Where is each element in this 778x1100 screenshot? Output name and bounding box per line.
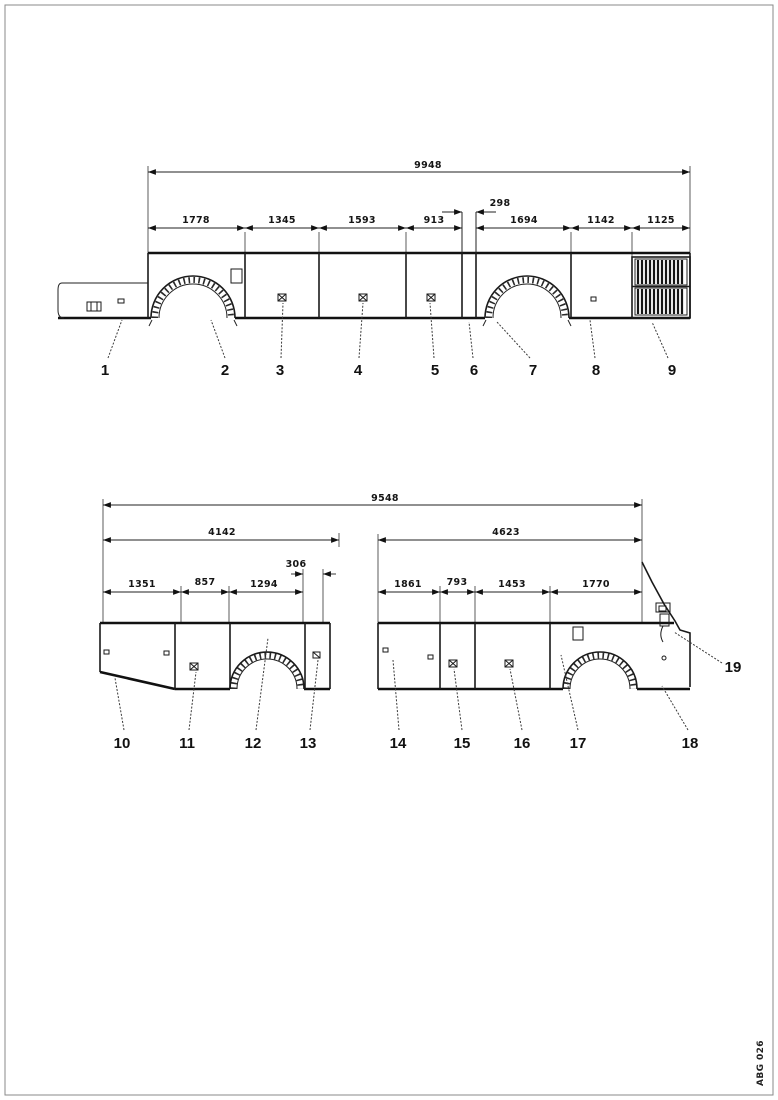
top-dim-overall	[148, 160, 690, 253]
panel8-fitting-mark	[591, 297, 596, 301]
panel10-mark-left	[104, 650, 109, 654]
bottom-dim-l3-label: 1294	[250, 579, 278, 590]
panel11-fastener-icon	[190, 663, 198, 670]
bottom-left-panel-group	[100, 623, 330, 689]
right-front-wheel-arch	[563, 652, 637, 689]
part-label-16: 16	[513, 735, 531, 752]
front-wheel-arch	[483, 276, 571, 326]
part-label-13: 13	[299, 735, 317, 752]
part-label-9: 9	[667, 362, 677, 379]
door-pillar	[462, 212, 476, 318]
bottom-dim-small-label: 306	[285, 559, 307, 570]
panel14-mark-right	[428, 655, 433, 659]
panel16-fastener-icon	[505, 660, 513, 667]
bottom-dim-r2-label: 793	[446, 577, 468, 588]
bottom-dim-r1-label: 1861	[394, 579, 422, 590]
rear-end-panel	[58, 283, 148, 318]
bottom-dim-segments	[103, 577, 642, 623]
bottom-view-drawing	[100, 493, 741, 752]
top-part-callouts	[101, 303, 676, 379]
top-dim-seg6-label: 1142	[587, 215, 615, 226]
part-label-8: 8	[591, 362, 601, 379]
bottom-dim-group-right-label: 4623	[492, 527, 520, 538]
top-dim-overall-label: 9948	[414, 160, 442, 171]
panel5-fastener-icon	[427, 294, 435, 301]
panel13-fastener-icon	[313, 652, 320, 658]
bottom-dim-r4-label: 1770	[582, 579, 610, 590]
top-view-drawing	[58, 160, 690, 379]
panel10-mark-right	[164, 651, 169, 655]
page-border	[5, 5, 773, 1095]
top-dim-seg5-label: 1694	[510, 215, 538, 226]
part-label-1: 1	[100, 362, 110, 379]
bottom-dim-overall	[103, 493, 642, 623]
part-label-12: 12	[244, 735, 262, 752]
part-label-6: 6	[469, 362, 479, 379]
panel15-fastener-icon	[449, 660, 457, 667]
document-code: ABG 026	[756, 1040, 766, 1086]
part-label-2: 2	[220, 362, 230, 379]
bottom-dim-r3-label: 1453	[498, 579, 526, 590]
fuel-filler-door-icon	[231, 269, 242, 283]
rear-wheel-arch	[149, 276, 237, 326]
bottom-dim-small	[286, 559, 336, 623]
part-label-18: 18	[681, 735, 699, 752]
top-dim-segments	[148, 215, 690, 257]
top-dim-pillar-label: 298	[489, 198, 511, 209]
panel4-fastener-icon	[359, 294, 367, 301]
bottom-dim-groups	[103, 527, 642, 623]
panel18-mark	[662, 656, 666, 660]
license-plate-icon	[87, 302, 101, 311]
top-dim-seg7-label: 1125	[647, 215, 675, 226]
part-label-10: 10	[113, 735, 131, 752]
part-label-3: 3	[275, 362, 285, 379]
part-label-11: 11	[179, 735, 195, 752]
bottom-dim-l1-label: 1351	[128, 579, 156, 590]
part-label-15: 15	[453, 735, 471, 752]
front-filler-door-icon	[573, 627, 583, 640]
part-label-4: 4	[353, 362, 363, 379]
top-dim-seg3-label: 1593	[348, 215, 376, 226]
part-label-19: 19	[724, 659, 742, 676]
small-fitting-mark	[118, 299, 124, 303]
panel3-fastener-icon	[278, 294, 286, 301]
part-label-14: 14	[389, 735, 407, 752]
top-dim-seg4-label: 913	[423, 215, 445, 226]
top-dim-pillar	[442, 198, 510, 212]
bottom-right-panel-group	[378, 562, 690, 689]
radiator-grille	[632, 257, 690, 318]
part-label-5: 5	[430, 362, 440, 379]
bottom-dim-group-left-label: 4142	[208, 527, 236, 538]
bottom-dim-overall-label: 9548	[371, 493, 399, 504]
left-rear-wheel-arch	[230, 652, 304, 689]
part-label-7: 7	[528, 362, 538, 379]
part-label-17: 17	[569, 735, 587, 752]
bottom-dim-l2-label: 857	[194, 577, 216, 588]
bottom-part-callouts	[114, 632, 742, 752]
panel14-mark-left	[383, 648, 388, 652]
front-end-profile	[642, 562, 690, 687]
top-dim-seg2-label: 1345	[268, 215, 296, 226]
top-dim-seg1-label: 1778	[182, 215, 210, 226]
